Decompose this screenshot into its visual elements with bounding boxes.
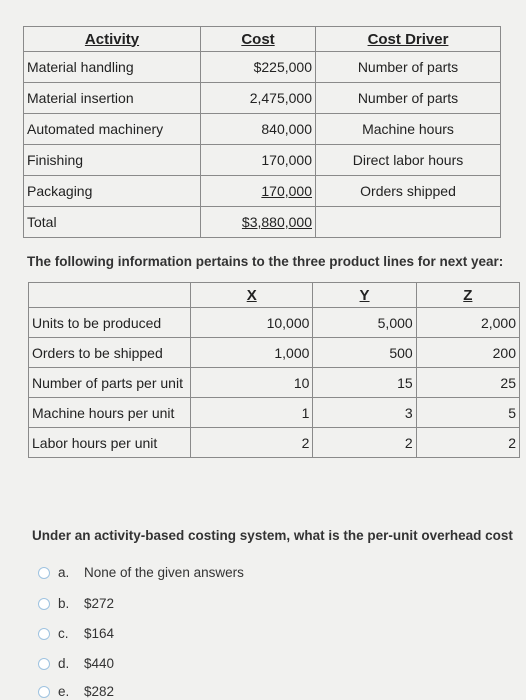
- driver-cell: Machine hours: [316, 114, 501, 145]
- cost-cell: $225,000: [201, 52, 316, 83]
- x-value: 10,000: [191, 308, 313, 338]
- option-text: $440: [84, 656, 115, 671]
- table-row: [29, 428, 520, 458]
- radio-button[interactable]: [38, 628, 50, 640]
- header-cost-driver: Cost Driver: [316, 27, 501, 52]
- activity-cell: Total: [24, 207, 201, 238]
- header-x: X: [191, 283, 313, 308]
- x-value: 2: [191, 428, 313, 458]
- z-value: 200: [416, 338, 519, 368]
- table-row: [24, 52, 501, 83]
- row-label: Number of parts per unit: [29, 368, 191, 398]
- z-value: 2,000: [416, 308, 519, 338]
- x-value: 1: [191, 398, 313, 428]
- option-letter: d.: [58, 656, 70, 671]
- activity-cell: Material insertion: [24, 83, 201, 114]
- option-text: $272: [84, 596, 115, 611]
- activity-cell: Packaging: [24, 176, 201, 207]
- answer-option-d[interactable]: [38, 656, 114, 671]
- cost-cell: 170,000: [201, 176, 316, 207]
- y-value: 5,000: [313, 308, 416, 338]
- radio-button[interactable]: [38, 686, 50, 698]
- radio-button[interactable]: [38, 567, 50, 579]
- table-row-total: [24, 207, 501, 238]
- table-row: [29, 308, 520, 338]
- cost-cell: 840,000: [201, 114, 316, 145]
- driver-cell: Direct labor hours: [316, 145, 501, 176]
- info-text: The following information pertains to the three product lines for next year:: [27, 254, 504, 269]
- table-header-row: [24, 27, 501, 52]
- driver-cell: Orders shipped: [316, 176, 501, 207]
- table-header-row: [29, 283, 520, 308]
- table-row: [24, 145, 501, 176]
- y-value: 500: [313, 338, 416, 368]
- total-cost-cell: $3,880,000: [201, 207, 316, 238]
- z-value: 2: [416, 428, 519, 458]
- y-value: 3: [313, 398, 416, 428]
- activity-cost-table: [23, 26, 501, 238]
- table-row: [29, 398, 520, 428]
- z-value: 5: [416, 398, 519, 428]
- answer-option-e[interactable]: [38, 684, 114, 699]
- driver-cell: Number of parts: [316, 83, 501, 114]
- row-label: Units to be produced: [29, 308, 191, 338]
- activity-cell: Finishing: [24, 145, 201, 176]
- z-value: 25: [416, 368, 519, 398]
- driver-cell: Number of parts: [316, 52, 501, 83]
- option-text: $164: [84, 626, 115, 641]
- header-blank: [29, 283, 191, 308]
- activity-cell: Automated machinery: [24, 114, 201, 145]
- option-letter: e.: [58, 684, 70, 699]
- table-row: [24, 83, 501, 114]
- header-activity: Activity: [24, 27, 201, 52]
- x-value: 10: [191, 368, 313, 398]
- driver-cell: [316, 207, 501, 238]
- table-row: [24, 114, 501, 145]
- x-value: 1,000: [191, 338, 313, 368]
- table-row: [29, 338, 520, 368]
- row-label: Machine hours per unit: [29, 398, 191, 428]
- header-y: Y: [313, 283, 416, 308]
- question-text: Under an activity-based costing system, what is the per-unit overhead cost: [32, 528, 513, 543]
- y-value: 2: [313, 428, 416, 458]
- radio-button[interactable]: [38, 598, 50, 610]
- activity-cell: Material handling: [24, 52, 201, 83]
- option-letter: a.: [58, 565, 70, 580]
- answer-option-c[interactable]: [38, 626, 114, 641]
- option-text: None of the given answers: [84, 565, 244, 580]
- row-label: Orders to be shipped: [29, 338, 191, 368]
- option-letter: b.: [58, 596, 70, 611]
- radio-button[interactable]: [38, 658, 50, 670]
- answer-option-b[interactable]: [38, 596, 114, 611]
- row-label: Labor hours per unit: [29, 428, 191, 458]
- option-letter: c.: [58, 626, 69, 641]
- option-text: $282: [84, 684, 115, 699]
- header-cost: Cost: [201, 27, 316, 52]
- table-row: [29, 368, 520, 398]
- answer-option-a[interactable]: [38, 565, 244, 580]
- header-z: Z: [416, 283, 519, 308]
- table-row: [24, 176, 501, 207]
- cost-cell: 170,000: [201, 145, 316, 176]
- cost-cell: 2,475,000: [201, 83, 316, 114]
- product-line-table: [28, 282, 520, 458]
- y-value: 15: [313, 368, 416, 398]
